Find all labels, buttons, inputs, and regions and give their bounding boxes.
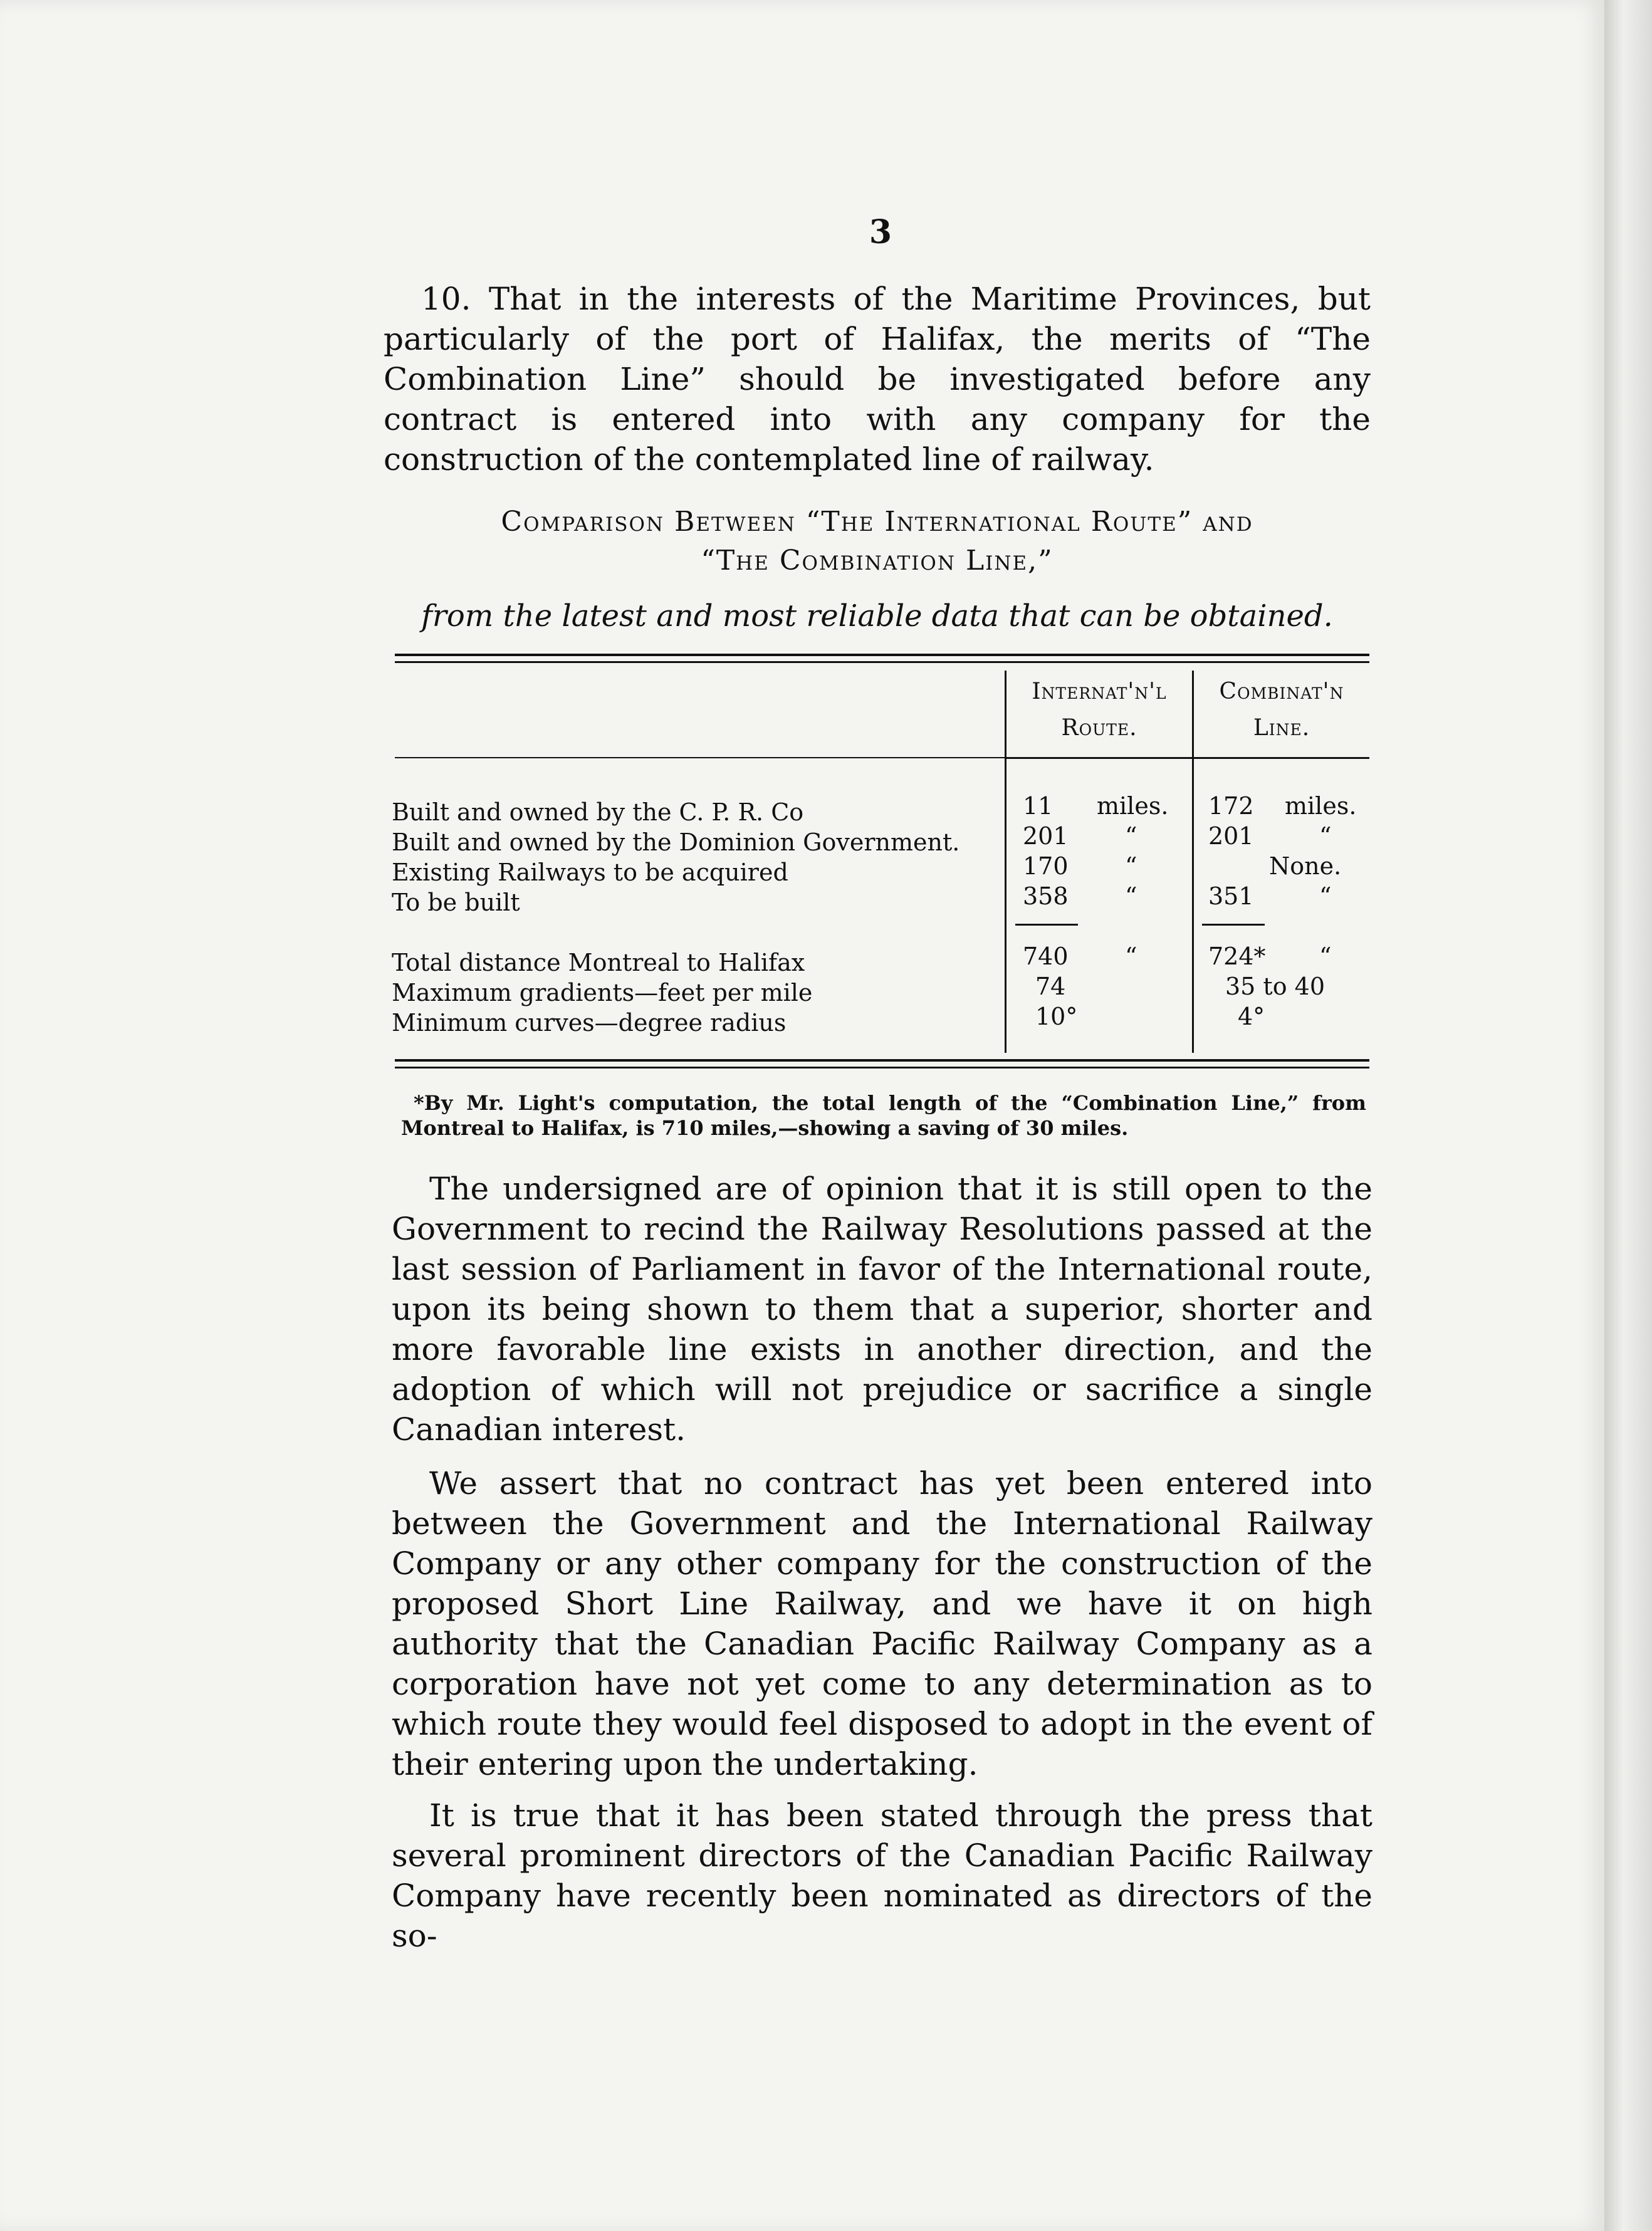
comb-value-gradients: 35 to 40 <box>1225 973 1325 1000</box>
paragraph-10: 10. That in the interests of the Maritime Provinces, but particularly of the port of Halifax, the merits of “The Combination Line” should be investigated before any contract is entered into with any company for the construction of the contemplated line of railway. <box>384 281 1371 478</box>
intl-unit-to-be-built: “ <box>1125 882 1137 910</box>
column-header-international-line-1: Internat'n'l <box>1032 679 1167 704</box>
column-header-international-line-2: Route. <box>1061 715 1137 741</box>
sum-rule-international <box>1015 924 1078 926</box>
paragraph-assert: We assert that no contract has yet been entered into between the Government and the International Railway Company or any other company for the construction of the proposed Short Line Railway, and we have it on high authority that the Canadian Pacific Railway Company as a corporation have not yet come to any determination as to which route they would feel disposed to adopt in the event of their entering upon the undertaking. <box>392 1465 1372 1782</box>
comb-value-cpr: 172 <box>1208 792 1254 820</box>
table-bottom-rule-2 <box>395 1067 1369 1068</box>
sum-rule-combination <box>1202 924 1265 926</box>
intl-value-cpr: 11 <box>1023 792 1053 820</box>
table-row-label <box>392 857 1000 887</box>
intl-unit-cpr: miles. <box>1097 792 1169 820</box>
intl-value-total-distance: 740 <box>1023 943 1069 970</box>
table-row-label <box>392 887 1000 917</box>
comb-value-to-be-built: 351 <box>1208 882 1254 910</box>
comb-value-curves: 4° <box>1238 1003 1265 1030</box>
table-row-label <box>392 1008 1000 1038</box>
comb-unit-cpr: miles. <box>1285 792 1357 820</box>
table-top-rule-2 <box>395 661 1369 663</box>
intl-value-existing: 170 <box>1023 852 1069 880</box>
column-header-international <box>1006 674 1192 746</box>
header-rule-international <box>1005 757 1194 759</box>
comparison-heading <box>384 503 1371 580</box>
paragraph-press: It is true that it has been stated through the press that several prominent directors of the Canadian Pacific Railway Company have recently been nominated as directors of the so- <box>392 1797 1372 1954</box>
page-edge <box>1604 0 1652 2231</box>
comb-unit-dominion: “ <box>1319 822 1332 850</box>
paragraph-opinion: The undersigned are of opinion that it is still open to the Government to recind the Railway Resolutions passed at the last session of Parliament in favor of the International route, upon its being shown to them that a superior, shorter and more favorable line exists in another direction, and the adoption of which will not prejudice or sacrifice a single Canadian interest. <box>392 1171 1372 1448</box>
column-header-combination <box>1194 674 1369 746</box>
row-label-to-be-built: To be built <box>392 889 523 916</box>
table-row-label <box>392 797 1000 827</box>
table-row-label <box>392 827 1000 857</box>
comb-unit-to-be-built: “ <box>1319 882 1332 910</box>
intl-unit-dominion: “ <box>1125 822 1137 850</box>
column-header-combination-line-2: Line. <box>1253 715 1310 741</box>
column-header-combination-line-1: Combinat'n <box>1219 679 1344 704</box>
comb-value-existing: None. <box>1269 852 1342 880</box>
row-label-dominion: Built and owned by the Dominion Government. <box>392 828 962 856</box>
comb-value-total-distance: 724* <box>1208 943 1266 970</box>
table-top-rule-1 <box>395 654 1369 656</box>
comparison-heading-line-2: “The Combination Line,” <box>701 545 1053 577</box>
intl-value-curves: 10° <box>1035 1003 1078 1030</box>
comb-value-dominion: 201 <box>1208 822 1254 850</box>
intl-value-to-be-built: 358 <box>1023 882 1069 910</box>
table-row-label <box>392 948 1000 978</box>
row-label-total-distance: Total distance Montreal to Halifax <box>392 949 807 976</box>
comparison-heading-line-1: Comparison Between “The International Route” and <box>501 506 1253 538</box>
table-row-label <box>392 978 1000 1008</box>
row-label-cpr: Built and owned by the C. P. R. Co <box>392 798 806 826</box>
intl-unit-existing: “ <box>1125 852 1137 880</box>
comb-unit-total-distance: “ <box>1319 943 1332 970</box>
row-label-gradients: Maximum gradients—feet per mile <box>392 979 815 1006</box>
comparison-subheading: from the latest and most reliable data that can be obtained. <box>421 598 1333 634</box>
intl-value-dominion: 201 <box>1023 822 1069 850</box>
row-label-existing: Existing Railways to be acquired <box>392 859 791 886</box>
header-rule-combination <box>1192 757 1369 759</box>
table-bottom-rule-1 <box>395 1059 1369 1062</box>
intl-unit-total-distance: “ <box>1125 943 1137 970</box>
row-label-curves: Minimum curves—degree radius <box>392 1009 788 1037</box>
intl-value-gradients: 74 <box>1035 973 1066 1000</box>
header-rule-left <box>395 757 1006 758</box>
page-number: 3 <box>869 213 892 251</box>
table-footnote: *By Mr. Light's computation, the total length of the “Combination Line,” from Montreal to Halifax, is 710 miles,—showing a saving of 30 miles. <box>401 1091 1366 1140</box>
